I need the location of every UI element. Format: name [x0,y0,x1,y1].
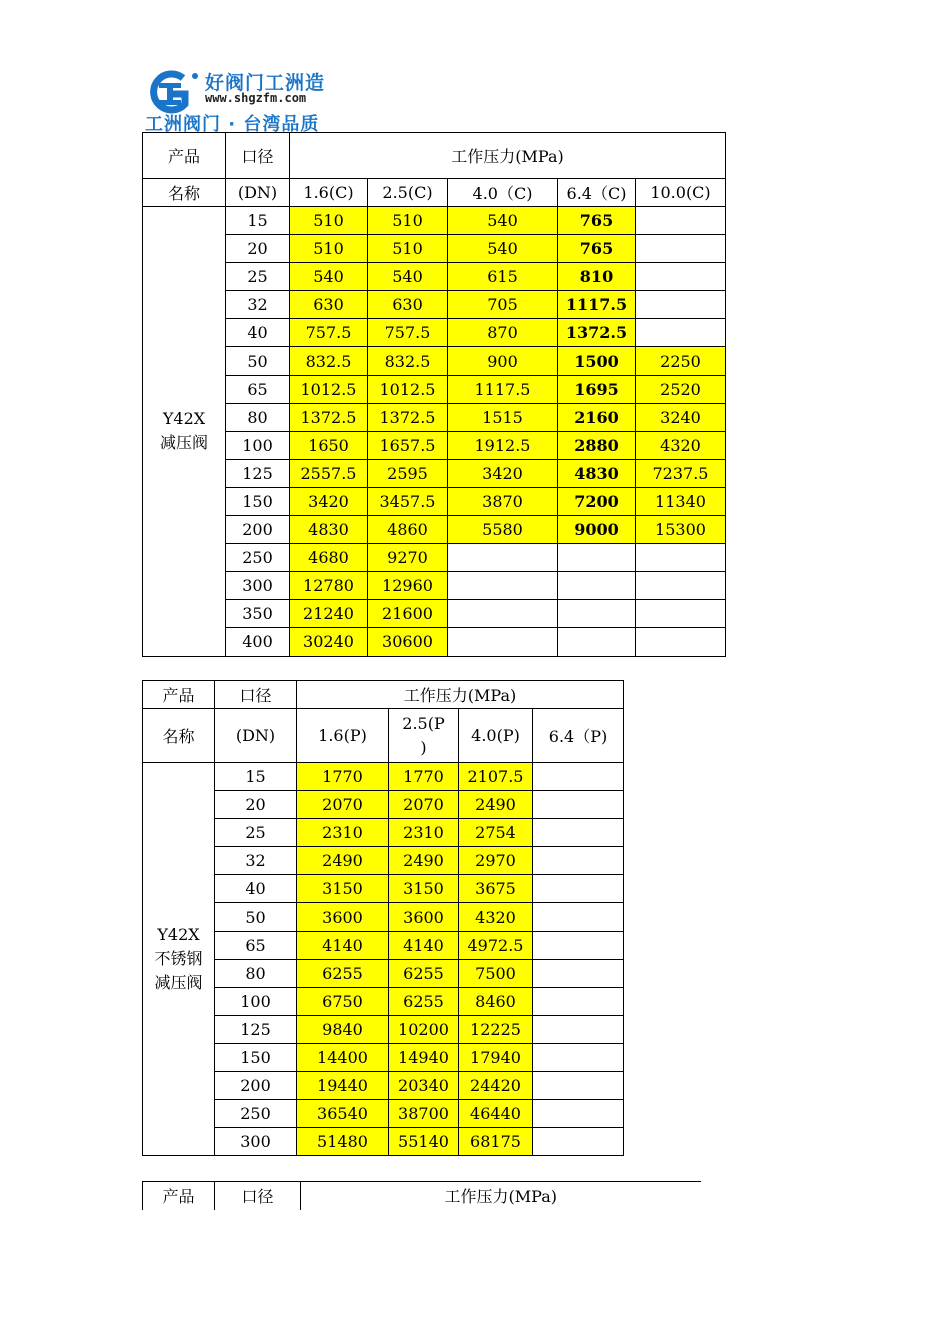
price-cell: 1650 [290,431,368,459]
price-cell: 2754 [459,819,533,847]
table-row [143,319,726,347]
price-cell [533,959,624,987]
price-cell: 1117.5 [448,375,558,403]
price-cell: 1012.5 [290,375,368,403]
price-cell [448,572,558,600]
dn-cell: 20 [215,791,297,819]
price-cell: 4680 [290,544,368,572]
price-cell [636,235,726,263]
dn-cell: 200 [215,1072,297,1100]
table-row [143,572,726,600]
price-cell: 765 [558,207,636,235]
dn-cell: 150 [215,1043,297,1071]
price-cell: 10200 [389,1015,459,1043]
table-row [143,1072,624,1100]
dn-cell: 80 [226,403,290,431]
dn-cell: 100 [215,987,297,1015]
price-cell: 3600 [297,903,389,931]
price-cell: 7500 [459,959,533,987]
dn-cell: 350 [226,600,290,628]
price-cell: 630 [368,291,448,319]
price-cell: 2557.5 [290,459,368,487]
price-cell: 3870 [448,487,558,515]
price-cell: 46440 [459,1100,533,1128]
header-caliber: 口径 [226,133,290,179]
price-cell [533,903,624,931]
price-cell: 810 [558,263,636,291]
price-cell: 3150 [389,875,459,903]
logo-tagline: 工洲阀门 · 台湾品质 [145,114,320,135]
header-product: 产品 [143,681,215,709]
price-cell: 3420 [448,459,558,487]
price-cell: 765 [558,235,636,263]
table-row [143,235,726,263]
price-cell [533,1015,624,1043]
header-dn: (DN) [226,179,290,207]
table-row [143,487,726,515]
table-row [143,875,624,903]
header-pressure-col: 6.4（C) [558,179,636,207]
price-cell: 14400 [297,1043,389,1071]
price-cell: 1695 [558,375,636,403]
price-cell [558,600,636,628]
logo-url: www.shgzfm.com [205,91,307,105]
dn-cell: 125 [215,1015,297,1043]
dn-cell: 200 [226,516,290,544]
dn-cell: 150 [226,487,290,515]
price-cell: 4830 [558,459,636,487]
table-row [143,1100,624,1128]
price-cell [636,572,726,600]
table-row [143,403,726,431]
price-cell: 1500 [558,347,636,375]
price-cell: 540 [448,235,558,263]
price-cell [636,263,726,291]
price-cell [533,791,624,819]
price-cell: 4140 [297,931,389,959]
price-cell: 38700 [389,1100,459,1128]
price-cell: 2310 [389,819,459,847]
price-cell: 1912.5 [448,431,558,459]
dn-cell: 15 [226,207,290,235]
price-cell: 3457.5 [368,487,448,515]
header-name: 名称 [143,179,226,207]
table-row [143,375,726,403]
price-cell: 2310 [297,819,389,847]
price-cell: 14940 [389,1043,459,1071]
price-cell: 17940 [459,1043,533,1071]
price-cell [636,207,726,235]
price-cell: 3675 [459,875,533,903]
price-cell: 4860 [368,516,448,544]
price-cell [533,1043,624,1071]
price-cell: 1515 [448,403,558,431]
price-cell: 12960 [368,572,448,600]
product-name-cell: Y42X 减压阀 [143,207,226,657]
header-pressure-col: 6.4（P) [533,709,624,763]
dn-cell: 25 [215,819,297,847]
price-cell: 3150 [297,875,389,903]
price-cell: 4320 [636,431,726,459]
price-cell: 2490 [389,847,459,875]
table-row [143,600,726,628]
dn-cell: 80 [215,959,297,987]
header-pressure-col: 4.0(P) [459,709,533,763]
header-product: 产品 [143,133,226,179]
price-cell [558,544,636,572]
price-cell: 4320 [459,903,533,931]
header-working-pressure: 工作压力(MPa) [301,1182,701,1210]
price-cell: 5580 [448,516,558,544]
price-cell: 7200 [558,487,636,515]
price-cell: 9000 [558,516,636,544]
price-cell: 540 [448,207,558,235]
price-cell: 1657.5 [368,431,448,459]
dn-cell: 250 [226,544,290,572]
price-cell: 510 [290,235,368,263]
price-cell: 2160 [558,403,636,431]
table-row [143,987,624,1015]
table-row [143,263,726,291]
table-row [143,291,726,319]
table-row [143,1128,624,1156]
table-row [143,1015,624,1043]
price-cell: 6750 [297,987,389,1015]
price-cell: 36540 [297,1100,389,1128]
table-row [143,791,624,819]
price-cell [533,819,624,847]
price-cell [558,628,636,656]
price-cell: 1117.5 [558,291,636,319]
price-cell: 2070 [389,791,459,819]
price-cell: 870 [448,319,558,347]
price-cell: 757.5 [368,319,448,347]
price-cell: 510 [368,235,448,263]
table-row [143,819,624,847]
table-row [143,628,726,656]
price-cell [636,544,726,572]
price-cell: 51480 [297,1128,389,1156]
table-row [143,516,726,544]
price-cell: 1372.5 [290,403,368,431]
price-cell [636,291,726,319]
price-cell [448,628,558,656]
price-cell: 12225 [459,1015,533,1043]
price-cell [533,1072,624,1100]
price-cell: 20340 [389,1072,459,1100]
price-cell: 4140 [389,931,459,959]
price-cell: 21240 [290,600,368,628]
dn-cell: 20 [226,235,290,263]
price-cell: 11340 [636,487,726,515]
price-cell [448,600,558,628]
price-cell [533,1128,624,1156]
dn-cell: 100 [226,431,290,459]
header-pressure-col: 1.6(C) [290,179,368,207]
dn-cell: 32 [215,847,297,875]
dn-cell: 50 [215,903,297,931]
table-row [143,847,624,875]
price-cell: 4830 [290,516,368,544]
price-cell [448,544,558,572]
header-caliber: 口径 [215,1182,301,1210]
price-cell: 1770 [389,763,459,791]
price-cell [636,319,726,347]
price-cell: 630 [290,291,368,319]
price-cell: 19440 [297,1072,389,1100]
table-row [143,207,726,235]
table-row [143,347,726,375]
header-product: 产品 [143,1182,215,1210]
product-name-cell: Y42X 不锈钢 减压阀 [143,763,215,1156]
header-pressure-col: 10.0(C) [636,179,726,207]
price-cell: 9270 [368,544,448,572]
company-logo [145,66,345,135]
price-cell: 21600 [368,600,448,628]
header-name: 名称 [143,709,215,763]
dn-cell: 40 [226,319,290,347]
price-cell: 540 [290,263,368,291]
price-cell: 832.5 [368,347,448,375]
price-cell: 2070 [297,791,389,819]
price-cell: 55140 [389,1128,459,1156]
price-cell: 1372.5 [558,319,636,347]
price-cell: 3420 [290,487,368,515]
price-cell: 68175 [459,1128,533,1156]
price-cell: 510 [290,207,368,235]
price-cell: 2107.5 [459,763,533,791]
price-cell: 30240 [290,628,368,656]
price-cell [533,847,624,875]
price-cell: 2595 [368,459,448,487]
logo-slogan: 好阀门工洲造 [205,72,326,94]
header-dn: (DN) [215,709,297,763]
table-row [143,459,726,487]
table-row [143,959,624,987]
dn-cell: 125 [226,459,290,487]
price-cell: 705 [448,291,558,319]
price-cell: 2250 [636,347,726,375]
dn-cell: 25 [226,263,290,291]
price-cell: 4972.5 [459,931,533,959]
price-cell: 2520 [636,375,726,403]
third-price-table-header [142,1181,701,1210]
price-cell [533,1100,624,1128]
price-cell: 2880 [558,431,636,459]
price-cell: 1012.5 [368,375,448,403]
table-row [143,903,624,931]
dn-cell: 32 [226,291,290,319]
price-cell [558,572,636,600]
dn-cell: 65 [226,375,290,403]
header-pressure-col: 4.0（C) [448,179,558,207]
price-cell: 2970 [459,847,533,875]
price-cell: 900 [448,347,558,375]
price-cell [533,931,624,959]
price-cell: 832.5 [290,347,368,375]
price-cell: 12780 [290,572,368,600]
price-cell [636,600,726,628]
y42x-stainless-price-table [142,680,624,1156]
price-cell: 6255 [389,959,459,987]
header-caliber: 口径 [215,681,297,709]
header-working-pressure: 工作压力(MPa) [297,681,624,709]
price-cell: 3240 [636,403,726,431]
gz-logo-icon [145,70,205,114]
price-cell: 8460 [459,987,533,1015]
price-cell: 9840 [297,1015,389,1043]
dn-cell: 40 [215,875,297,903]
price-cell: 6255 [297,959,389,987]
price-cell: 757.5 [290,319,368,347]
table-row [143,1043,624,1071]
dn-cell: 300 [226,572,290,600]
price-cell: 24420 [459,1072,533,1100]
table-row [143,931,624,959]
header-working-pressure: 工作压力(MPa) [290,133,726,179]
header-pressure-col: 2.5(C) [368,179,448,207]
price-cell: 615 [448,263,558,291]
dn-cell: 400 [226,628,290,656]
price-cell: 2490 [459,791,533,819]
price-cell: 2490 [297,847,389,875]
price-cell: 1372.5 [368,403,448,431]
price-cell: 15300 [636,516,726,544]
y42x-price-table [142,132,726,657]
table-row [143,544,726,572]
price-cell: 6255 [389,987,459,1015]
dn-cell: 65 [215,931,297,959]
table-row [143,763,624,791]
price-cell: 540 [368,263,448,291]
price-cell [636,628,726,656]
price-cell [533,987,624,1015]
price-cell: 3600 [389,903,459,931]
dn-cell: 250 [215,1100,297,1128]
table-row [143,431,726,459]
price-cell: 7237.5 [636,459,726,487]
dn-cell: 300 [215,1128,297,1156]
header-pressure-col: 2.5(P ) [389,709,459,763]
dn-cell: 15 [215,763,297,791]
price-cell [533,763,624,791]
price-cell: 510 [368,207,448,235]
price-cell: 30600 [368,628,448,656]
dn-cell: 50 [226,347,290,375]
header-pressure-col: 1.6(P) [297,709,389,763]
price-cell: 1770 [297,763,389,791]
price-cell [533,875,624,903]
